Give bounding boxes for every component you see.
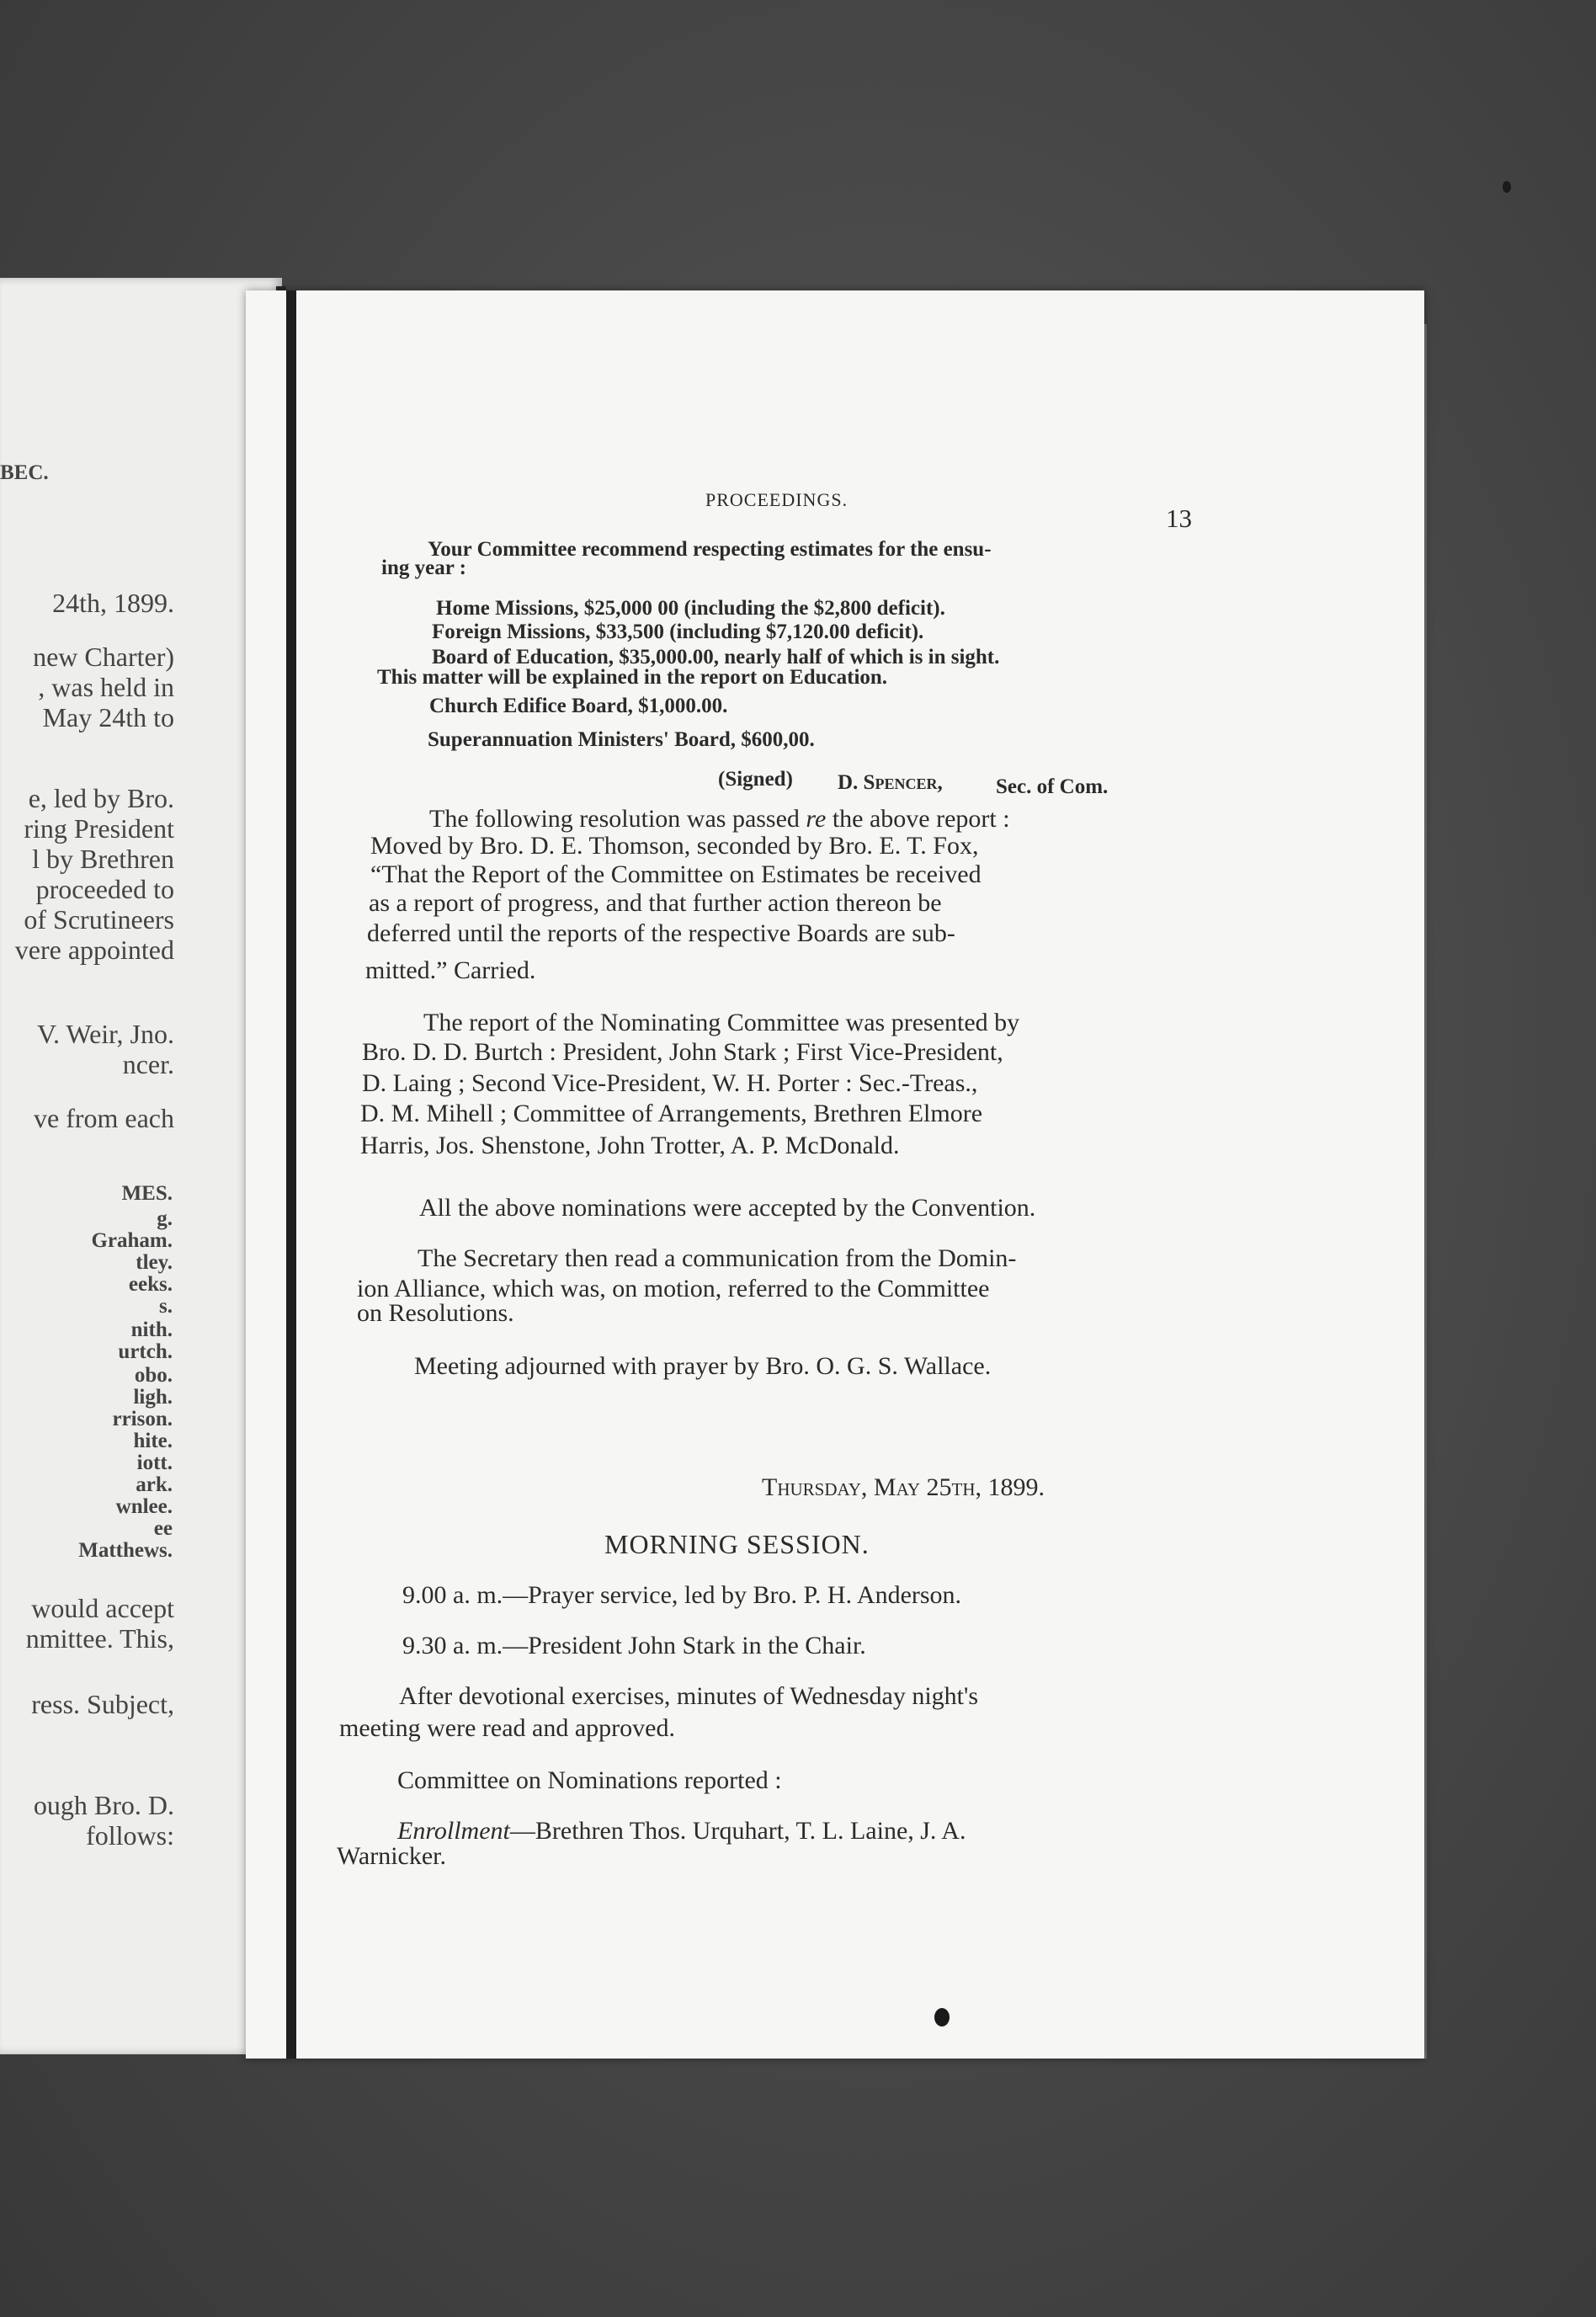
left-page-line: ncer. [122,1049,174,1079]
left-page-line: tley. [136,1251,173,1274]
devotional-line: After devotional exercises, minutes of Wednesday night's [399,1682,979,1710]
left-page-line: ring President [24,813,174,844]
signed-name: D. Spencer, [838,771,943,794]
left-page-line: ligh. [133,1386,173,1409]
resolution-line: The following resolution was passed re the above report : [429,805,1010,833]
committee-intro-cont: ing year : [381,557,466,579]
scan-speck [934,2008,950,2027]
left-page-line: ark. [136,1473,173,1496]
dominion-line: The Secretary then read a communication from the Domin- [418,1244,1017,1272]
left-page-line: urtch. [118,1340,173,1363]
binding-shadow [286,290,296,2059]
estimate-line: This matter will be explained in the report on Education. [377,666,888,689]
estimate-line: Home Missions, $25,000 00 (including the $2,800 deficit). [436,597,945,620]
left-page-line: nith. [130,1318,173,1341]
left-page-line: vere appointed [14,935,174,965]
nominations-reported: Committee on Nominations reported : [397,1766,782,1794]
session-heading: MORNING SESSION. [604,1529,870,1559]
left-page-line: ee [153,1517,173,1540]
left-page-line: MES. [121,1182,173,1205]
left-page-line: May 24th to [42,702,174,732]
left-page-line: ve from each [33,1103,174,1133]
left-page-line: V. Weir, Jno. [37,1019,174,1049]
left-page-line: would accept [31,1593,174,1623]
enrollment-line: Enrollment—Brethren Thos. Urquhart, T. L. Laine, J. A. [397,1817,966,1845]
left-page-line: , was held in [38,672,174,702]
left-page-line: g. [157,1207,173,1230]
scan-speck [1503,181,1511,193]
nominating-line: D. Laing ; Second Vice-President, W. H. Porter : Sec.-Treas., [362,1069,978,1097]
nominating-line: D. M. Mihell ; Committee of Arrangements, Brethren Elmore [360,1100,983,1127]
resolution-line: deferred until the reports of the respective Boards are sub- [367,919,955,947]
left-page-line: ress. Subject, [31,1689,174,1719]
chair-line: 9.30 a. m.—President John Stark in the Chair. [402,1632,866,1659]
left-page-line: eeks. [128,1273,173,1296]
left-page-fragment [0,278,282,2054]
left-page-line: rrison. [112,1408,173,1430]
left-page-line: 24th, 1899. [52,588,174,618]
dominion-line: ion Alliance, which was, on motion, referred to the Committee [357,1275,990,1302]
left-page-line: Graham. [91,1229,173,1252]
committee-intro: Your Committee recommend respecting estimates for the ensu- [428,538,992,561]
estimate-line: Board of Education, $35,000.00, nearly half of which is in sight. [432,646,1000,668]
resolution-line: mitted.” Carried. [365,956,536,984]
left-page-line: follows: [86,1820,174,1851]
left-page-line: s. [159,1295,173,1318]
prayer-service-line: 9.00 a. m.—Prayer service, led by Bro. P. H. Anderson. [402,1581,962,1609]
left-page-line: Matthews. [78,1539,173,1562]
nominating-line: Harris, Jos. Shenstone, John Trotter, A. P. McDonald. [360,1132,900,1159]
left-page-line: nmittee. This, [25,1623,174,1654]
signed-label: (Signed) [718,768,793,791]
left-page-line: hite. [133,1430,173,1452]
nominating-line: The report of the Nominating Committee was presented by [423,1009,1020,1036]
running-head: PROCEEDINGS. [705,489,849,510]
page-number: 13 [1166,503,1192,533]
devotional-line: meeting were read and approved. [339,1714,675,1742]
resolution-line: as a report of progress, and that further action thereon be [369,889,942,917]
left-page-line: BEC. [0,461,49,484]
enrollment-cont: Warnicker. [337,1842,447,1870]
dominion-line: on Resolutions. [357,1299,514,1327]
left-page-line: of Scrutineers [24,904,174,935]
estimate-line: Church Edifice Board, $1,000.00. [429,695,728,717]
left-page-line: proceeded to [35,874,174,904]
session-date: Thursday, May 25th, 1899. [762,1473,1045,1501]
left-page-line: new Charter) [33,642,174,672]
estimate-line: Superannuation Ministers' Board, $600,00. [428,728,815,751]
resolution-line: “That the Report of the Committee on Estimates be received [370,860,982,888]
left-page-line: ough Bro. D. [33,1790,174,1820]
nominating-line: Bro. D. D. Burtch : President, John Stark ; First Vice-President, [362,1038,1003,1066]
resolution-line: Moved by Bro. D. E. Thomson, seconded by Bro. E. T. Fox, [370,832,979,860]
left-page-line: obo. [134,1364,173,1387]
signed-title: Sec. of Com. [996,775,1109,798]
nominations-accepted: All the above nominations were accepted by the Convention. [419,1194,1036,1222]
left-page-line: e, led by Bro. [28,783,174,813]
meeting-adjourned: Meeting adjourned with prayer by Bro. O. G. S. Wallace. [414,1352,992,1380]
left-page-line: iott. [136,1451,173,1474]
estimate-line: Foreign Missions, $33,500 (including $7,120.00 deficit). [432,621,924,643]
left-page-line: l by Brethren [32,844,174,874]
left-page-line: wnlee. [115,1495,173,1518]
